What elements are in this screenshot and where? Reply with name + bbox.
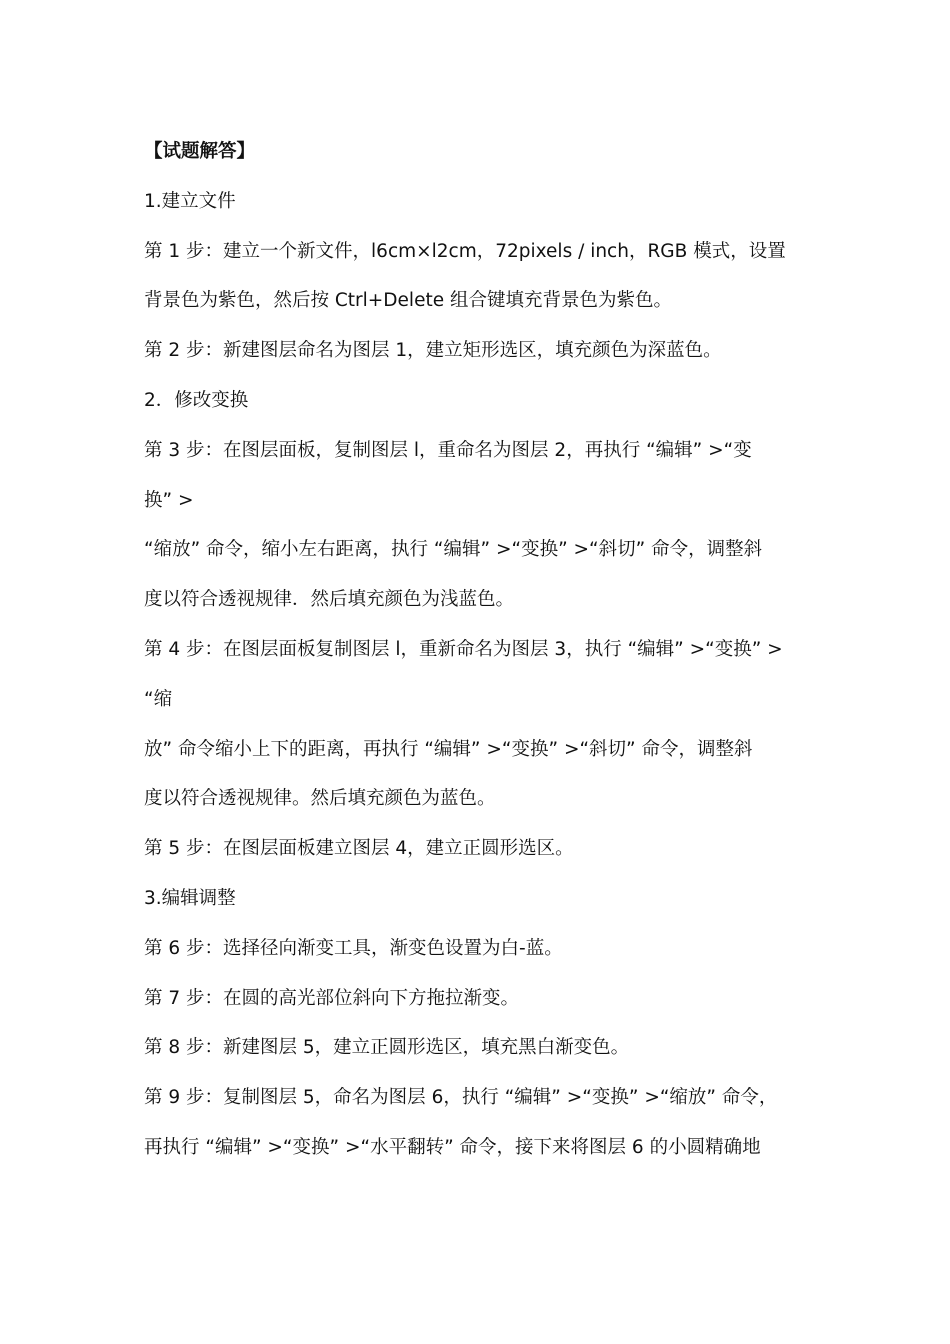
step-4-line-2: “缩 — [144, 688, 173, 710]
step-2-line: 第 2 步：新建图层命名为图层 1，建立矩形选区，填充颜色为深蓝色。 — [144, 340, 722, 362]
step-1-line-2: 背景色为紫色，然后按 Ctrl+Delete 组合键填充背景色为紫色。 — [144, 290, 672, 312]
step-9-line-1: 第 9 步：复制图层 5，命名为图层 6，执行 “编辑” >“变换” >“缩放” 命令， — [144, 1087, 778, 1109]
step-7-line: 第 7 步：在圆的高光部位斜向下方拖拉渐变。 — [144, 987, 520, 1009]
document-page — [144, 137, 814, 1183]
step-8-line: 第 8 步：新建图层 5，建立正圆形选区，填充黑白渐变色。 — [144, 1037, 630, 1059]
step-3-line-3: “缩放” 命令，缩小左右距离，执行 “编辑” >“变换” >“斜切” 命令，调整斜 — [144, 539, 763, 561]
step-6-line: 第 6 步：选择径向渐变工具，渐变色设置为白-蓝。 — [144, 937, 563, 959]
section-title-create-file: 1.建立文件 — [144, 190, 236, 212]
answer-heading: 【试题解答】 — [144, 141, 256, 162]
step-4-line-3: 放” 命令缩小上下的距离，再执行 “编辑” >“变换” >“斜切” 命令，调整斜 — [144, 738, 753, 760]
step-9-line-2: 再执行 “编辑” >“变换” >“水平翻转” 命令，接下来将图层 6 的小圆精确地 — [144, 1136, 761, 1158]
step-3-line-1: 第 3 步：在图层面板，复制图层 l，重命名为图层 2，再执行 “编辑” >“变 — [144, 439, 752, 461]
section-title-modify-transform: 2．修改变换 — [144, 389, 249, 411]
step-3-line-4: 度以符合透视规律．然后填充颜色为浅蓝色。 — [144, 589, 515, 611]
step-1-line-1: 第 1 步：建立一个新文件，l6cm×l2cm，72pixels / inch，RGB 模式，设置 — [144, 240, 786, 262]
step-3-line-2: 换” > — [144, 489, 194, 511]
step-5-line: 第 5 步：在图层面板建立图层 4，建立正圆形选区。 — [144, 838, 574, 860]
step-4-line-4: 度以符合透视规律。然后填充颜色为蓝色。 — [144, 788, 496, 810]
section-title-edit-adjust: 3.编辑调整 — [144, 887, 236, 909]
step-4-line-1: 第 4 步：在图层面板复制图层 l，重新命名为图层 3，执行 “编辑” >“变换” > — [144, 638, 783, 660]
